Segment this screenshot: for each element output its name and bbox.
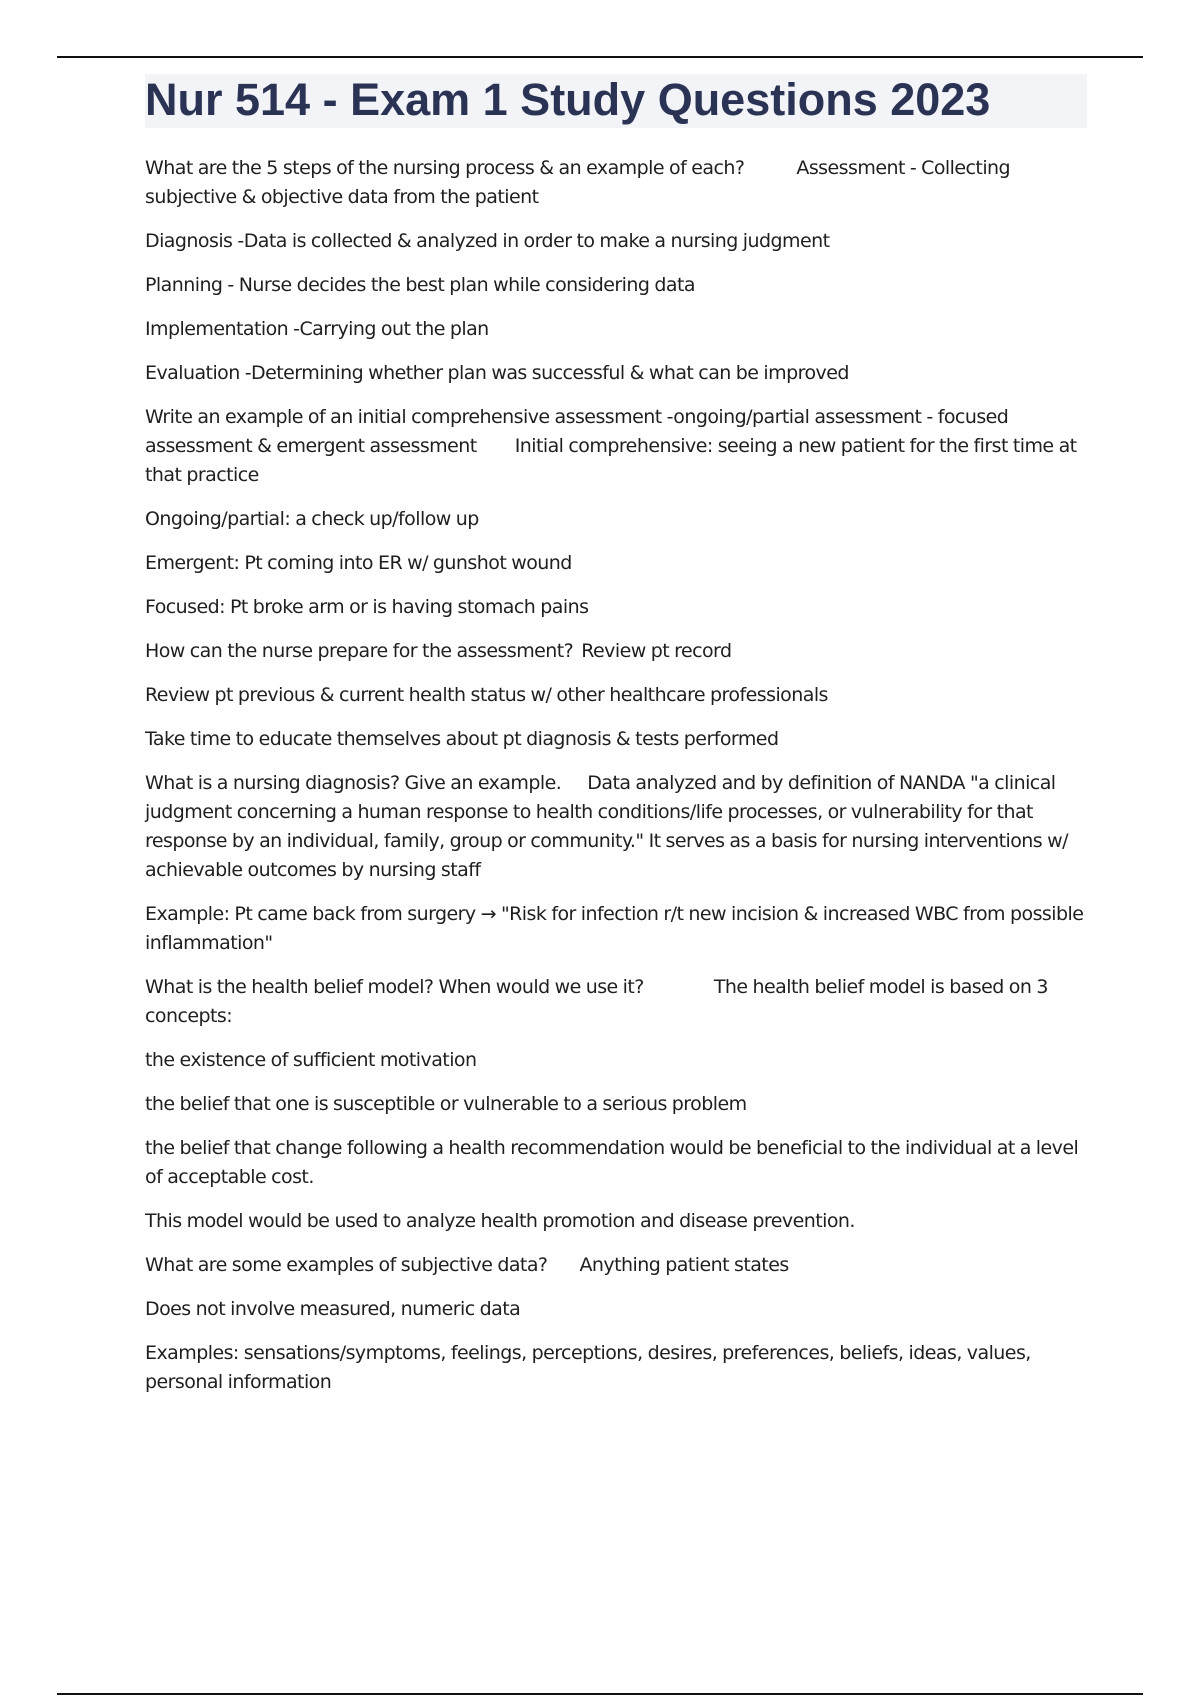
qa-item bbox=[145, 1251, 1090, 1280]
note-line: Examples: sensations/symptoms, feelings, perceptions, desires, preferences, beliefs, ideas, values, personal information bbox=[145, 1342, 1031, 1393]
qa-item bbox=[145, 973, 1090, 1031]
note-line: Focused: Pt broke arm or is having stomach pains bbox=[145, 596, 589, 618]
note-line: Implementation -Carrying out the plan bbox=[145, 318, 489, 340]
question-text: What are some examples of subjective data? bbox=[145, 1254, 548, 1276]
answer-text: The health belief model is based on 3 concepts: bbox=[145, 976, 1048, 1027]
note-line: Example: Pt came back from surgery → "Risk for infection r/t new incision & increased WBC from possible inflammation" bbox=[145, 903, 1084, 954]
note-line: Planning - Nurse decides the best plan while considering data bbox=[145, 274, 695, 296]
question-text: How can the nurse prepare for the assessment? bbox=[145, 640, 574, 662]
note-line: Does not involve measured, numeric data bbox=[145, 1298, 521, 1320]
note-line: Emergent: Pt coming into ER w/ gunshot wound bbox=[145, 552, 572, 574]
document-body bbox=[145, 154, 1090, 1412]
qa-item bbox=[145, 637, 1090, 666]
note-line: the belief that change following a health recommendation would be beneficial to the individual at a level of acceptable cost. bbox=[145, 1137, 1079, 1188]
top-rule bbox=[57, 56, 1143, 58]
qa-item bbox=[145, 769, 1090, 885]
note-line: Take time to educate themselves about pt diagnosis & tests performed bbox=[145, 728, 779, 750]
question-text: Write an example of an initial comprehensive assessment -ongoing/partial assessment - focused assessment & emergent assessment bbox=[145, 406, 1009, 457]
note-line: the belief that one is susceptible or vulnerable to a serious problem bbox=[145, 1093, 747, 1115]
note-line: Diagnosis -Data is collected & analyzed in order to make a nursing judgment bbox=[145, 230, 830, 252]
note-line: This model would be used to analyze health promotion and disease prevention. bbox=[145, 1210, 855, 1232]
note-line: Review pt previous & current health status w/ other healthcare professionals bbox=[145, 684, 828, 706]
note-line: Ongoing/partial: a check up/follow up bbox=[145, 508, 479, 530]
note-line: the existence of sufficient motivation bbox=[145, 1049, 477, 1071]
qa-item bbox=[145, 403, 1090, 490]
question-text: What are the 5 steps of the nursing process & an example of each? bbox=[145, 157, 745, 179]
note-line: Evaluation -Determining whether plan was successful & what can be improved bbox=[145, 362, 849, 384]
question-text: What is a nursing diagnosis? Give an example. bbox=[145, 772, 562, 794]
answer-text: Anything patient states bbox=[579, 1254, 789, 1276]
question-text: What is the health belief model? When would we use it? bbox=[145, 976, 644, 998]
answer-text: Initial comprehensive: seeing a new patient for the first time at that practice bbox=[145, 435, 1077, 486]
answer-text: Review pt record bbox=[581, 640, 732, 662]
answer-text: Assessment - Collecting subjective & objective data from the patient bbox=[145, 157, 1011, 208]
document-title: Nur 514 - Exam 1 Study Questions 2023 bbox=[145, 74, 991, 125]
bottom-rule bbox=[57, 1693, 1143, 1695]
answer-text: Data analyzed and by definition of NANDA "a clinical judgment concerning a human response to health conditions/life processes, or vulnerability for that response by an individual, family, group or community." It serves as a basis for nursing interventions w/ achievable outcomes by nursing staff bbox=[145, 772, 1068, 881]
qa-item bbox=[145, 154, 1090, 212]
